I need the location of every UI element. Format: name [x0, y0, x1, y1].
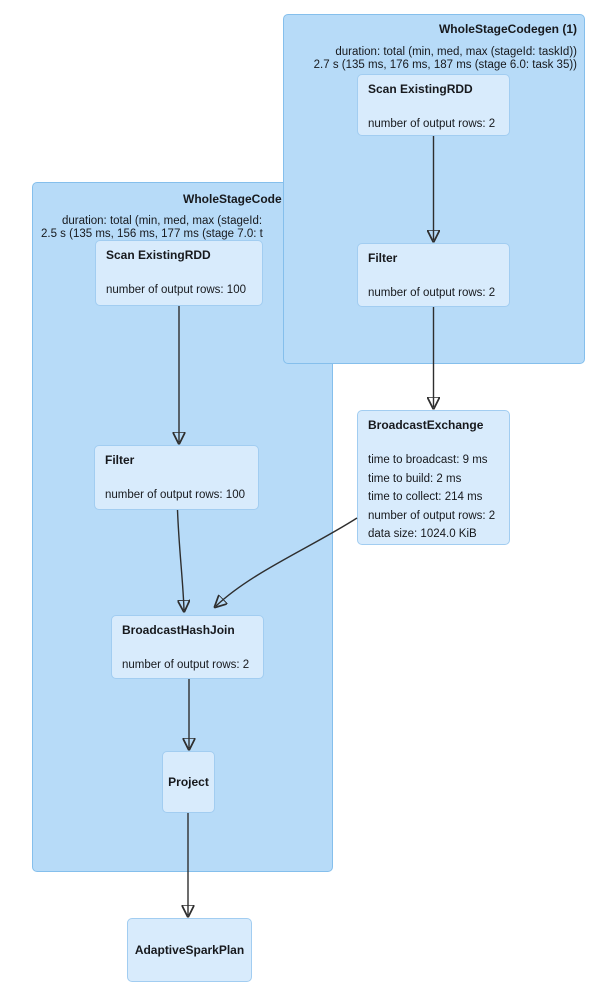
cluster-duration-label: duration: total (min, med, max (stageId:: [62, 215, 263, 227]
node-title: AdaptiveSparkPlan: [134, 943, 245, 957]
plan-node-filter-2[interactable]: [94, 445, 259, 510]
plan-node-scan-existingrdd-1[interactable]: [357, 74, 510, 136]
node-metric: number of output rows: 2: [368, 509, 496, 522]
plan-node-broadcasthashjoin[interactable]: [111, 615, 264, 679]
node-metric: number of output rows: 2: [368, 118, 496, 130]
cluster-title: WholeStageCode: [183, 192, 282, 206]
node-title: Scan ExistingRDD: [106, 248, 211, 262]
node-metric: time to build: 2 ms: [368, 472, 462, 485]
node-title: Scan ExistingRDD: [368, 82, 473, 96]
node-title: BroadcastHashJoin: [122, 623, 235, 637]
node-metric: number of output rows: 100: [106, 284, 246, 296]
node-metric: time to broadcast: 9 ms: [368, 454, 488, 466]
node-metric: number of output rows: 2: [122, 659, 250, 671]
plan-node-adaptivesparkplan[interactable]: [127, 918, 252, 982]
cluster-duration-value: 2.5 s (135 ms, 156 ms, 177 ms (stage 7.0: t: [41, 227, 263, 240]
cluster-title: WholeStageCodegen (1): [438, 22, 577, 36]
cluster-wholestagecodegen-1: [283, 14, 585, 364]
node-metric: number of output rows: 2: [368, 287, 496, 299]
plan-node-broadcastexchange[interactable]: [357, 410, 510, 545]
node-title: Project: [168, 775, 209, 789]
node-metric: data size: 1024.0 KiB: [368, 528, 477, 540]
node-title: Filter: [368, 251, 398, 265]
plan-node-filter-1[interactable]: [357, 243, 510, 307]
node-title: BroadcastExchange: [368, 418, 484, 432]
cluster-duration-value: 2.7 s (135 ms, 176 ms, 187 ms (stage 6.0: task 35)): [313, 58, 577, 71]
cluster-duration-label: duration: total (min, med, max (stageId: taskId)): [335, 46, 577, 58]
plan-node-scan-existingrdd-2[interactable]: [95, 240, 263, 306]
node-metric: time to collect: 214 ms: [368, 491, 483, 503]
node-title: Filter: [105, 453, 135, 467]
node-metric: number of output rows: 100: [105, 489, 245, 501]
plan-node-project[interactable]: [162, 751, 215, 813]
